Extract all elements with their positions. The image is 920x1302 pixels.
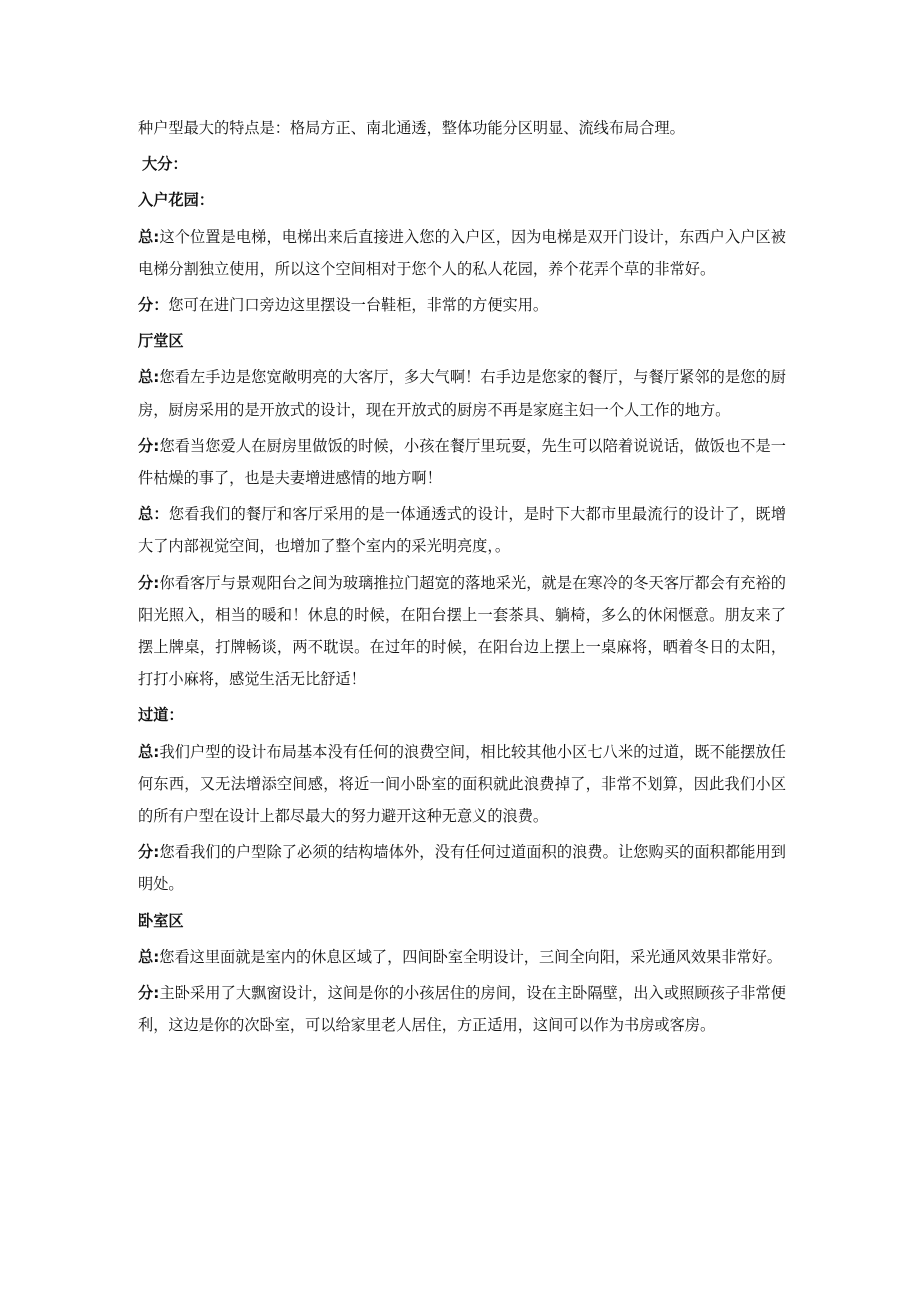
document-body [138,112,786,1045]
paragraph [138,567,786,696]
paragraph-text: 您看我们的餐厅和客厅采用的是一体通透式的设计，是时下大都市里最流行的设计了，既增大了内部视觉空间，也增加了整个室内的采光明亮度，。 [138,505,787,556]
paragraph-label: 分: [138,573,160,592]
paragraph-label: 总: [138,742,160,761]
paragraph-text: 这个位置是电梯，电梯出来后直接进入您的入户区，因为电梯是双开门设计，东西户入户区被电梯分割独立使用，所以这个空间相对于您个人的私人花园，养个花弄个草的非常好。 [138,227,786,278]
paragraph-label: 分: [138,843,160,862]
paragraph-text: 主卧采用了大飘窗设计，这间是你的小孩居住的房间，设在主卧隔壁，出入或照顾孩子非常便利，这边是你的次卧室，可以给家里老人居住，方正适用，这间可以作为书房或客房。 [138,984,786,1035]
paragraph [138,289,786,321]
section-title-corridor: 过道： [138,706,184,725]
paragraph-text: 你看客厅与景观阳台之间为玻璃推拉门超宽的落地采光，就是在寒冷的冬天客厅都会有充裕的阳光照入，相当的暖和！休息的时候，在阳台摆上一套茶具、躺椅，多么的休闲惬意。朋友来了摆上牌桌，打牌畅谈，两不耽误。在过年的时候，在阳台边上摆上一桌麻将，晒着冬日的太阳，打打小麻将，感觉生活无比舒适！ [138,573,786,689]
paragraph-label: 分： [138,296,169,315]
paragraph [138,836,786,900]
paragraph [138,498,786,562]
paragraph-label: 分: [138,436,160,455]
intro-paragraph: 种户型最大的特点是：格局方正、南北通透，整体功能分区明显、流线布局合理。 [138,119,685,137]
paragraph-text: 您看左手边是您宽敞明亮的大客厅，多大气啊！右手边是您家的餐厅，与餐厅紧邻的是您的厨房，厨房采用的是开放式的设计，现在开放式的厨房不再是家庭主妇一个人工作的地方。 [138,368,786,419]
paragraph-label: 分: [138,984,160,1003]
paragraph [138,221,786,285]
paragraph-text: 您可在进门口旁边这里摆设一台鞋柜，非常的方便实用。 [168,296,549,315]
paragraph [138,361,786,425]
section-heading: 大分： [142,155,188,174]
paragraph-text: 您看当您爱人在厨房里做饭的时候，小孩在餐厅里玩耍，先生可以陪着说说话，做饭也不是一件枯燥的事了，也是夫妻增进感情的地方啊！ [138,436,786,488]
section-title-bedroom: 卧室区 [138,911,184,930]
paragraph-label: 总: [138,947,160,966]
paragraph [138,977,786,1041]
paragraph-text: 我们户型的设计布局基本没有任何的浪费空间，相比较其他小区七八米的过道，既不能摆放任何东西，又无法增添空间感，将近一间小卧室的面积就此浪费掉了，非常不划算，因此我们小区的所有户型在设计上都尽最大的努力避开这种无意义的浪费。 [138,742,786,826]
paragraph [138,736,786,833]
paragraph-label: 总: [138,368,160,387]
paragraph-text: 您看我们的户型除了必须的结构墙体外，没有任何过道面积的浪费。让您购买的面积都能用到明处。 [138,843,786,894]
paragraph [138,941,786,973]
paragraph [138,430,786,494]
paragraph-label: 总: [138,227,160,246]
paragraph-text: 您看这里面就是室内的休息区域了，四间卧室全明设计，三间全向阳，采光通风效果非常好。 [159,947,782,966]
paragraph-label: 总： [138,505,169,524]
section-title-entry-garden: 入户花园： [138,191,214,210]
section-title-hall: 厅堂区 [138,332,184,351]
